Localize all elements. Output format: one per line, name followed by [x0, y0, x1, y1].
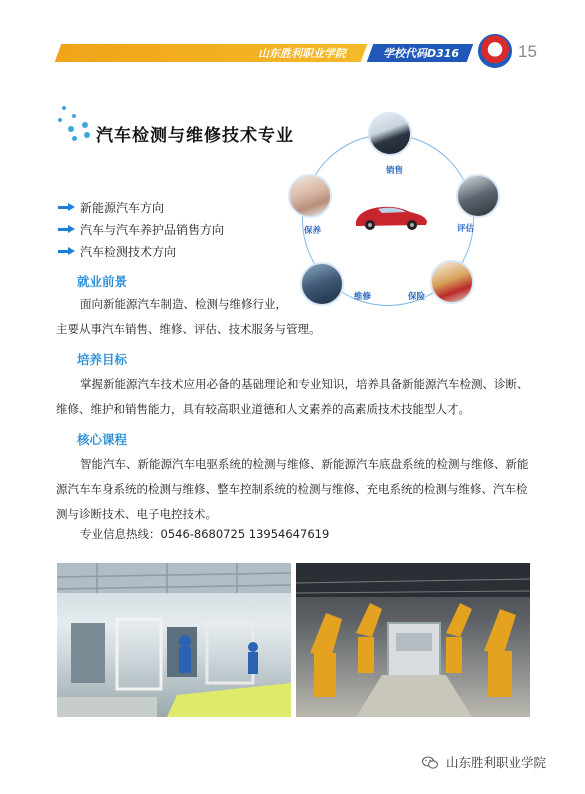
- arrow-right-icon: [58, 202, 76, 212]
- label-insurance: 保险: [408, 292, 426, 302]
- arrow-right-icon: [58, 246, 76, 256]
- page-title: 汽车检测与维修技术专业: [96, 126, 294, 146]
- courses-heading: 核心课程: [77, 432, 128, 447]
- assessment-photo: [456, 174, 500, 218]
- goal-paragraph: [56, 372, 536, 422]
- school-seal-icon: [478, 34, 512, 68]
- decorative-dots-icon: [56, 104, 96, 144]
- paragraph-line: 掌握新能源汽车技术应用必备的基础理论和专业知识，培养具备新能源汽车检测、诊断、: [80, 377, 529, 391]
- directions-list: [58, 196, 224, 262]
- sales-photo: [368, 112, 412, 156]
- label-maintenance: 保养: [304, 226, 322, 236]
- paragraph-line: 主要从事汽车销售、维修、评估、技术服务与管理。: [56, 322, 321, 336]
- label-repair: 维修: [354, 292, 372, 302]
- employment-heading: 就业前景: [77, 274, 128, 289]
- list-item: [58, 240, 224, 262]
- paragraph-line: 维修、维护和销售能力，具有较高职业道德和人文素养的高素质技术技能型人才。: [56, 402, 470, 416]
- footer-account-name: 山东胜利职业学院: [446, 755, 547, 770]
- header-school-code: 学校代码D316: [382, 47, 460, 60]
- paragraph-line: 面向新能源汽车制造、检测与维修行业，: [80, 297, 287, 311]
- maintenance-photo: [288, 174, 332, 218]
- paragraph-line: 源汽车车身系统的检测与维修、整车控制系统的检测与维修、充电系统的检测与维修、汽车检: [56, 482, 528, 496]
- paragraph-line: 测与诊断技术、电子电控技术。: [56, 507, 217, 521]
- paragraph-line: 智能汽车、新能源汽车电驱系统的检测与维修、新能源汽车底盘系统的检测与维修、新能: [80, 457, 529, 471]
- list-item: [58, 218, 224, 240]
- label-assessment: 评估: [457, 224, 475, 234]
- goal-heading: 培养目标: [77, 352, 128, 367]
- employment-paragraph: [56, 292, 536, 342]
- label-sales: 销售: [386, 166, 404, 176]
- direction-label: 新能源汽车方向: [80, 200, 165, 215]
- page-number: 15: [518, 42, 537, 61]
- career-cycle-diagram: [282, 112, 500, 308]
- list-item: [58, 196, 224, 218]
- header-bar: [58, 44, 470, 62]
- wechat-icon: [422, 756, 438, 769]
- robot-welding-photo: [296, 563, 530, 717]
- red-car-icon: [352, 198, 430, 232]
- direction-label: 汽车检测技术方向: [80, 244, 177, 259]
- hotline-text: 专业信息热线：0546-8680725 13954647619: [80, 527, 330, 541]
- factory-assembly-photo: [57, 563, 291, 717]
- direction-label: 汽车与汽车养护品销售方向: [80, 222, 225, 237]
- arrow-right-icon: [58, 224, 76, 234]
- courses-paragraph: [56, 452, 536, 527]
- wechat-footer: [422, 753, 546, 771]
- header-school-name: 山东胜利职业学院: [258, 47, 346, 60]
